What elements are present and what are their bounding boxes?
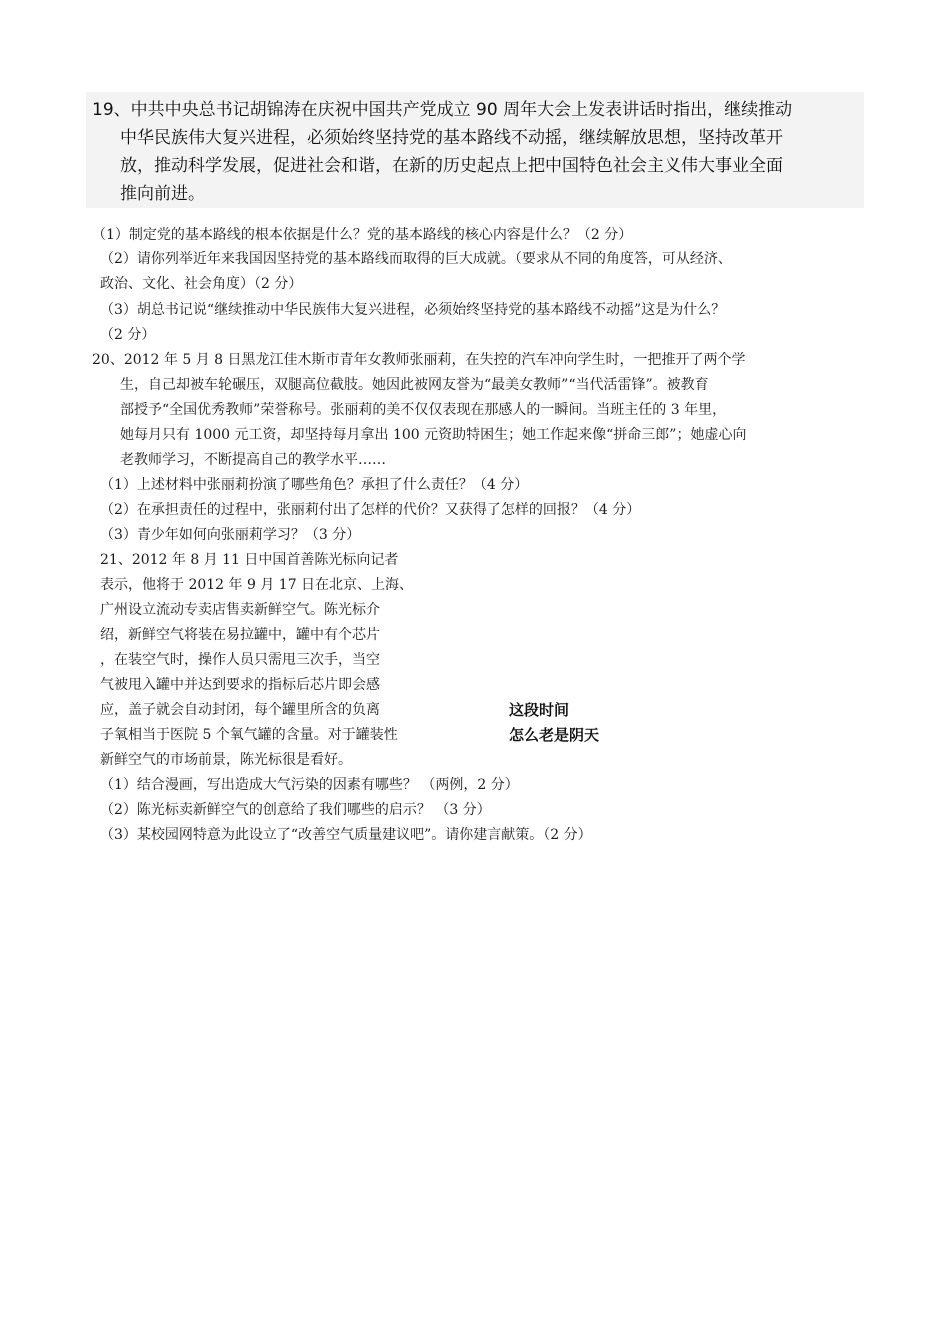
q20-subquestion-3: （3）青少年如何向张丽莉学习？（3 分） — [100, 527, 361, 543]
q19-subquestion-1: （1）制定党的基本路线的根本依据是什么？党的基本路线的核心内容是什么？（2 分） — [92, 227, 633, 243]
q19-line-3: 放，推动科学发展，促进社会和谐，在新的历史起点上把中国特色社会主义伟大事业全面 — [120, 156, 783, 176]
q21-line-7: 应，盖子就会自动封闭，每个罐里所含的负离 — [100, 702, 380, 718]
q20-subquestion-2: （2）在承担责任的过程中，张丽莉付出了怎样的代价？又获得了怎样的回报？（4 分） — [100, 502, 641, 518]
q19-line-4: 推向前进。 — [120, 184, 205, 204]
q21-subquestion-3: （3）某校园网特意为此设立了“改善空气质量建议吧”。请你建言献策。（2 分） — [100, 827, 592, 843]
q21-subquestion-2: （2）陈光标卖新鲜空气的创意给了我们哪些的启示？ （3 分） — [100, 802, 491, 818]
q19-line-1: 19、中共中央总书记胡锦涛在庆祝中国共产党成立 90 周年大会上发表讲话时指出，继续推动 — [92, 100, 793, 120]
q20-subquestion-1: （1）上述材料中张丽莉扮演了哪些角色？承担了什么责任？（4 分） — [100, 477, 529, 493]
q19-line-2: 中华民族伟大复兴进程，必须始终坚持党的基本路线不动摇，继续解放思想，坚持改革开 — [120, 128, 783, 148]
q20-line-4: 她每月只有 1000 元工资，却坚持每月拿出 100 元资助特困生；她工作起来像“拼命三郎”；她虚心向 — [120, 427, 747, 443]
q19-subquestion-2-cont: 政治、文化、社会角度）（2 分） — [100, 276, 303, 292]
q20-line-5: 老教师学习，不断提高自己的教学水平…… — [120, 452, 386, 468]
q19-subquestion-2: （2）请你列举近年来我国因坚持党的基本路线而取得的巨大成就。（要求从不同的角度答，可从经济、 — [100, 251, 732, 267]
q21-line-8: 子氧相当于医院 5 个氧气罐的含量。对于罐装性 — [100, 727, 398, 743]
q19-subquestion-3-cont: （2 分） — [100, 327, 156, 343]
q20-line-3: 部授予“全国优秀教师”荣誉称号。张丽莉的美不仅仅表现在那感人的一瞬间。当班主任的 3 年里， — [120, 402, 727, 418]
q21-subquestion-1: （1）结合漫画，写出造成大气污染的因素有哪些？ （两例，2 分） — [100, 777, 519, 793]
q21-line-4: 绍，新鲜空气将装在易拉罐中，罐中有个芯片 — [100, 627, 380, 643]
cartoon-caption-line-2: 怎么老是阴天 — [509, 726, 600, 744]
q21-line-1: 21、2012 年 8 月 11 日中国首善陈光标向记者 — [100, 552, 399, 568]
q20-line-1: 20、2012 年 5 月 8 日黑龙江佳木斯市青年女教师张丽莉，在失控的汽车冲向学生时，一把推开了两个学 — [92, 352, 746, 368]
q21-line-9: 新鲜空气的市场前景，陈光标很是看好。 — [100, 752, 352, 768]
q21-line-3: 广州设立流动专卖店售卖新鲜空气。陈光标介 — [100, 602, 380, 618]
q20-line-2: 生，自己却被车轮碾压，双腿高位截肢。她因此被网友誉为“最美女教师”“当代活雷锋”。被教育 — [120, 377, 709, 393]
q19-subquestion-3: （3）胡总书记说“继续推动中华民族伟大复兴进程，必须始终坚持党的基本路线不动摇”这是为什么？ — [100, 302, 726, 318]
q21-line-6: 气被甩入罐中并达到要求的指标后芯片即会感 — [100, 677, 380, 693]
q21-line-5: ，在装空气时，操作人员只需甩三次手，当空 — [100, 652, 380, 668]
q21-line-2: 表示，他将于 2012 年 9 月 17 日在北京、上海、 — [100, 577, 414, 593]
cartoon-caption-line-1: 这段时间 — [509, 701, 570, 719]
